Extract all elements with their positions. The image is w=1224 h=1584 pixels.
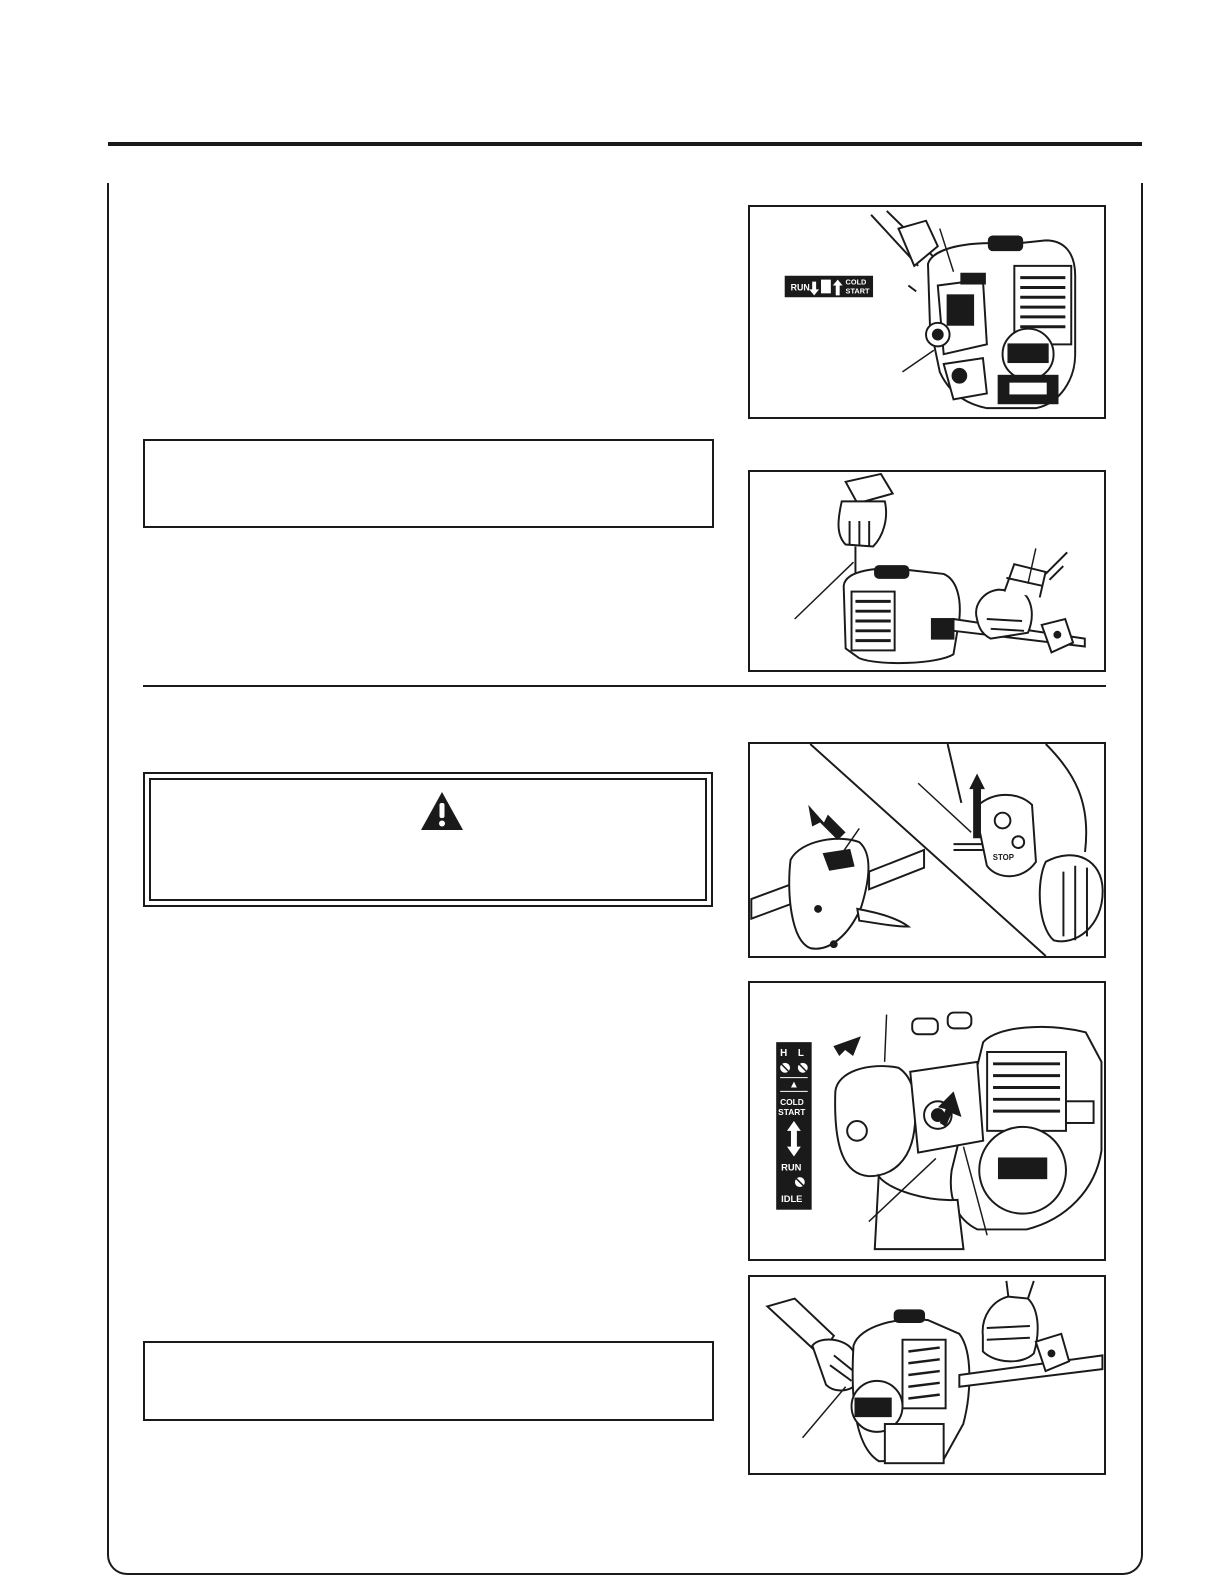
note-box-2 (143, 1341, 714, 1421)
choke-decal-run: RUN (790, 282, 810, 293)
choke-decal (785, 276, 873, 298)
carb-decal-run: RUN (781, 1162, 802, 1173)
top-rule (108, 142, 1142, 146)
carb-decal-cold: COLD (780, 1097, 804, 1108)
note-box-1 (143, 439, 714, 528)
figure-stop-switch (748, 742, 1106, 958)
warning-box (143, 772, 713, 907)
figure-choke-lever (748, 205, 1106, 419)
figure-carburetor (748, 981, 1106, 1261)
carb-decal-start: START (778, 1107, 806, 1118)
carb-decal (776, 1042, 811, 1210)
carb-decal-h: H (780, 1047, 788, 1059)
choke-decal-start: START (845, 286, 870, 296)
section-divider (143, 685, 1106, 687)
stop-label: STOP (992, 852, 1014, 862)
carb-decal-idle: IDLE (781, 1193, 803, 1204)
carb-decal-l: L (797, 1047, 804, 1059)
warning-box-inner (149, 778, 707, 901)
choke-decal-cold: COLD (845, 277, 867, 287)
warning-triangle-icon (419, 790, 465, 832)
figure-pull-start (748, 1275, 1106, 1475)
figure-starter-pull (748, 470, 1106, 672)
